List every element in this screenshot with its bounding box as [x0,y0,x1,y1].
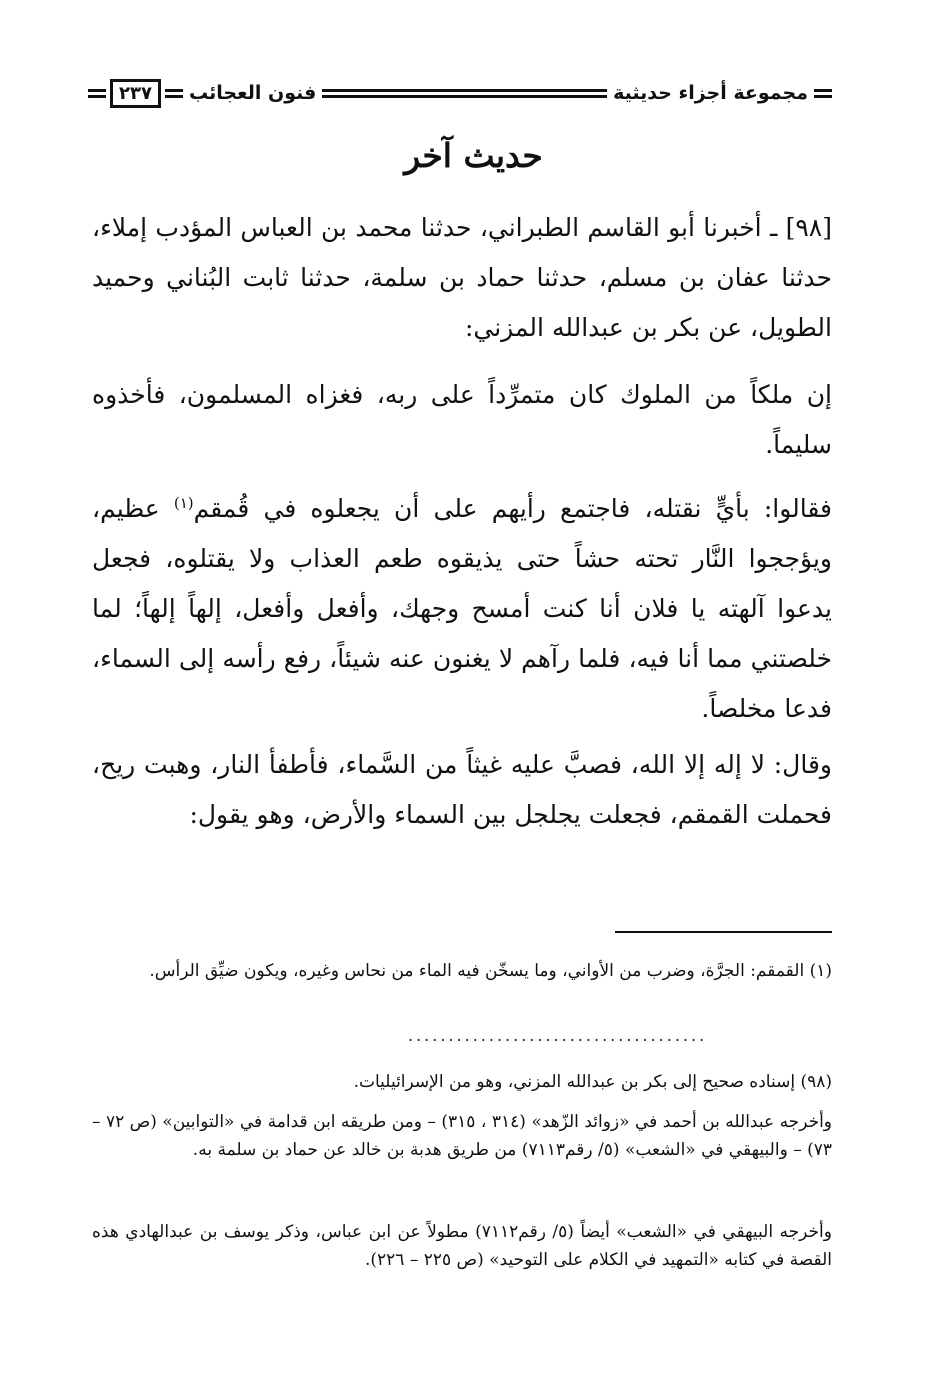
footnote-text: وأخرجه البيهقي في «الشعب» أيضاً (٥/ رقم٧١١٢) مطولاً عن ابن عباس، وذكر يوسف بن عبدالهادي هذه القصة في كتابه «التمهيد في الكلام على التوحيد» (ص ٢٢٥ – ٢٢٦). [92,1222,832,1270]
takhrij-note [92,1108,832,1164]
paragraph-text [92,484,832,734]
takhrij-note [92,1218,832,1274]
footnote-text: (١) القمقم: الجرَّة، وضرب من الأواني، وما يسخّن فيه الماء من نحاس وغيره، ويكون ضيِّق الرأس. [149,961,832,981]
series-title: مجموعة أجزاء حديثية [613,82,808,104]
footnote [92,957,832,985]
footnote-text: وأخرجه عبدالله بن أحمد في «زوائد الزّهد» (٣١٤ ، ٣١٥) – ومن طريقه ابن قدامة في «التوابين» (ص ٧٢ – ٧٣) – والبيهقي في «الشعب» (٥/ رقم٧١١٣) من طريق هدبة بن خالد عن حماد بن سلمة به. [92,1112,833,1160]
footnote-text: (٩٨) إسناده صحيح إلى بكر بن عبدالله المزني، وهو من الإسرائيليات. [353,1072,832,1092]
paragraph-text: وقال: لا إله إلا الله، فصبَّ عليه غيثاً من السَّماء، فأطفأ النار، وهبت ريح، فحملت القمقم، فجعلت يجلجل بين السماء والأرض، وهو يقول: [92,750,832,829]
book-title: فنون العجائب [188,82,317,104]
footnote-marker: (١) [173,494,194,512]
footnote-divider [615,931,832,933]
header-rule [165,89,183,98]
hadith-text-paragraph [92,740,832,840]
header-rule [814,89,832,98]
section-title: حديث آخر [404,136,543,175]
hadith-text-paragraph [92,370,832,470]
hadith-isnad-paragraph [92,203,832,353]
dotted-separator: ..................................... [408,1026,708,1045]
paragraph-text-part: عظيم، ويؤججوا النَّار تحته حشاً حتى يذيقوه طعم العذاب ولا يقتلوه، فجعل يدعوا آلهته يا فلان أنا كنت أمسح وجهك، وأفعل وأفعل، إلهاً إلهاً؛ لما خلصتني مما أنا فيه، فلما رآهم لا يغنون عنه شيئاً، رفع رأسه إلى السماء، فدعا مخلصاً. [92,494,832,723]
hadith-text-paragraph [92,484,832,734]
paragraph-text: إن ملكاً من الملوك كان متمرِّداً على ربه، فغزاه المسلمون، فأخذوه سليماً. [92,380,832,459]
takhrij-note [92,1068,832,1096]
paragraph-text-part: فقالوا: بأيٍّ نقتله، فاجتمع رأيهم على أن يجعلوه في قُمقم [193,494,832,523]
running-header [88,76,832,110]
header-rule [88,89,106,98]
header-rule [322,89,607,98]
paragraph-text: [٩٨] ـ أخبرنا أبو القاسم الطبراني، حدثنا محمد بن العباس المؤدب إملاء، حدثنا عفان بن مسلم، حدثنا حماد بن سلمة، حدثنا ثابت البُناني وحميد الطويل، عن بكر بن عبدالله المزني: [92,213,832,342]
page-number: ٢٣٧ [110,79,161,108]
